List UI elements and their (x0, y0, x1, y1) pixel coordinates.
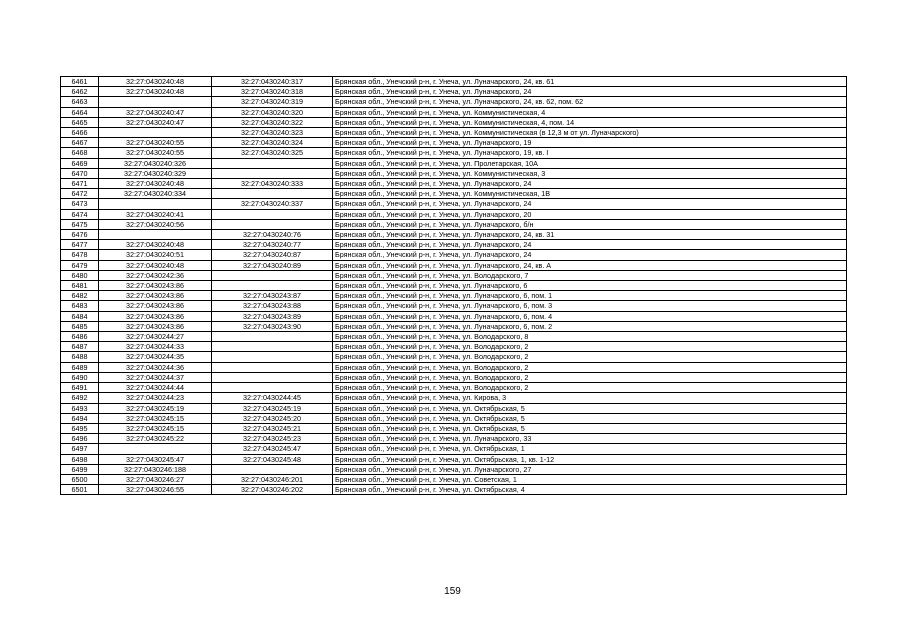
table-row (61, 138, 847, 148)
table-row (61, 87, 847, 97)
cadastral-number-cell: 32:27:0430240:318 (212, 87, 333, 97)
cadastral-number-cell: 32:27:0430246:202 (212, 485, 333, 495)
cadastral-number-cell (212, 372, 333, 382)
row-number-cell: 6473 (61, 199, 99, 209)
address-cell: Брянская обл., Унечский р-н, г. Унеча, ул. Луначарского, 19, кв. I (333, 148, 847, 158)
parent-cadastral-cell: 32:27:0430240:326 (99, 158, 212, 168)
address-cell: Брянская обл., Унечский р-н, г. Унеча, ул. Луначарского, 24 (333, 250, 847, 260)
parent-cadastral-cell (99, 128, 212, 138)
row-number-cell: 6470 (61, 168, 99, 178)
row-number-cell: 6489 (61, 362, 99, 372)
row-number-cell: 6477 (61, 240, 99, 250)
row-number-cell: 6476 (61, 230, 99, 240)
table-row (61, 270, 847, 280)
cadastral-number-cell (212, 362, 333, 372)
cadastral-number-cell: 32:27:0430240:320 (212, 107, 333, 117)
parent-cadastral-cell: 32:27:0430246:188 (99, 464, 212, 474)
table-row (61, 179, 847, 189)
address-cell: Брянская обл., Унечский р-н, г. Унеча, ул. Луначарского, 6, пом. 3 (333, 301, 847, 311)
address-cell: Брянская обл., Унечский р-н, г. Унеча, ул. Луначарского, 19 (333, 138, 847, 148)
row-number-cell: 6481 (61, 281, 99, 291)
row-number-cell: 6497 (61, 444, 99, 454)
parent-cadastral-cell: 32:27:0430244:44 (99, 383, 212, 393)
address-cell: Брянская обл., Унечский р-н, г. Унеча, ул. Октябрьская, 1, кв. 1-12 (333, 454, 847, 464)
page-number: 159 (444, 586, 461, 597)
table-row (61, 413, 847, 423)
address-cell: Брянская обл., Унечский р-н, г. Унеча, ул. Коммунистическая, 4 (333, 107, 847, 117)
address-cell: Брянская обл., Унечский р-н, г. Унеча, ул. Володарского, 7 (333, 270, 847, 280)
cadastral-number-cell (212, 270, 333, 280)
table-row (61, 444, 847, 454)
table-row (61, 321, 847, 331)
table-row (61, 362, 847, 372)
parent-cadastral-cell: 32:27:0430244:36 (99, 362, 212, 372)
parent-cadastral-cell: 32:27:0430240:47 (99, 107, 212, 117)
table-row (61, 342, 847, 352)
row-number-cell: 6498 (61, 454, 99, 464)
address-cell: Брянская обл., Унечский р-н, г. Унеча, ул. Володарского, 8 (333, 332, 847, 342)
cadastral-number-cell: 32:27:0430245:47 (212, 444, 333, 454)
row-number-cell: 6491 (61, 383, 99, 393)
cadastral-number-cell (212, 189, 333, 199)
cadastral-number-cell: 32:27:0430245:19 (212, 403, 333, 413)
table-row (61, 189, 847, 199)
table-row (61, 128, 847, 138)
parent-cadastral-cell: 32:27:0430243:86 (99, 291, 212, 301)
cadastral-number-cell: 32:27:0430240:323 (212, 128, 333, 138)
address-cell: Брянская обл., Унечский р-н, г. Унеча, ул. Володарского, 2 (333, 372, 847, 382)
parent-cadastral-cell: 32:27:0430242:36 (99, 270, 212, 280)
table-row (61, 403, 847, 413)
parent-cadastral-cell (99, 97, 212, 107)
parent-cadastral-cell: 32:27:0430245:15 (99, 423, 212, 433)
address-cell: Брянская обл., Унечский р-н, г. Унеча, ул. Луначарского, 24, кв. 61 (333, 77, 847, 87)
row-number-cell: 6474 (61, 209, 99, 219)
parent-cadastral-cell: 32:27:0430246:55 (99, 485, 212, 495)
row-number-cell: 6461 (61, 77, 99, 87)
address-cell: Брянская обл., Унечский р-н, г. Унеча, ул. Луначарского, 24 (333, 87, 847, 97)
table-row (61, 240, 847, 250)
row-number-cell: 6462 (61, 87, 99, 97)
address-cell: Брянская обл., Унечский р-н, г. Унеча, ул. Луначарского, 24, кв. 62, пом. 62 (333, 97, 847, 107)
cadastral-number-cell (212, 158, 333, 168)
registry-table (60, 76, 847, 495)
address-cell: Брянская обл., Унечский р-н, г. Унеча, ул. Коммунистическая, 4, пом. 14 (333, 117, 847, 127)
cadastral-number-cell: 32:27:0430240:87 (212, 250, 333, 260)
row-number-cell: 6501 (61, 485, 99, 495)
table-row (61, 168, 847, 178)
cadastral-number-cell (212, 352, 333, 362)
parent-cadastral-cell: 32:27:0430240:51 (99, 250, 212, 260)
row-number-cell: 6478 (61, 250, 99, 260)
address-cell: Брянская обл., Унечский р-н, г. Унеча, ул. Октябрьская, 5 (333, 403, 847, 413)
parent-cadastral-cell: 32:27:0430244:33 (99, 342, 212, 352)
cadastral-number-cell: 32:27:0430240:333 (212, 179, 333, 189)
table-row (61, 311, 847, 321)
row-number-cell: 6463 (61, 97, 99, 107)
cadastral-number-cell: 32:27:0430240:317 (212, 77, 333, 87)
address-cell: Брянская обл., Унечский р-н, г. Унеча, ул. Коммунистическая (в 12,3 м от ул. Луначарского) (333, 128, 847, 138)
row-number-cell: 6496 (61, 434, 99, 444)
parent-cadastral-cell: 32:27:0430240:47 (99, 117, 212, 127)
row-number-cell: 6492 (61, 393, 99, 403)
cadastral-number-cell: 32:27:0430245:21 (212, 423, 333, 433)
row-number-cell: 6487 (61, 342, 99, 352)
row-number-cell: 6468 (61, 148, 99, 158)
parent-cadastral-cell: 32:27:0430243:86 (99, 321, 212, 331)
row-number-cell: 6485 (61, 321, 99, 331)
address-cell: Брянская обл., Унечский р-н, г. Унеча, ул. Володарского, 2 (333, 352, 847, 362)
registry-table-body (61, 77, 847, 495)
row-number-cell: 6465 (61, 117, 99, 127)
address-cell: Брянская обл., Унечский р-н, г. Унеча, ул. Луначарского, 6, пом. 4 (333, 311, 847, 321)
row-number-cell: 6471 (61, 179, 99, 189)
row-number-cell: 6472 (61, 189, 99, 199)
cadastral-number-cell (212, 383, 333, 393)
parent-cadastral-cell: 32:27:0430246:27 (99, 474, 212, 484)
cadastral-number-cell: 32:27:0430240:322 (212, 117, 333, 127)
cadastral-number-cell: 32:27:0430243:89 (212, 311, 333, 321)
table-row (61, 464, 847, 474)
address-cell: Брянская обл., Унечский р-н, г. Унеча, ул. Октябрьская, 4 (333, 485, 847, 495)
row-number-cell: 6500 (61, 474, 99, 484)
cadastral-number-cell: 32:27:0430240:324 (212, 138, 333, 148)
table-row (61, 383, 847, 393)
parent-cadastral-cell: 32:27:0430240:41 (99, 209, 212, 219)
cadastral-number-cell: 32:27:0430245:48 (212, 454, 333, 464)
address-cell: Брянская обл., Унечский р-н, г. Унеча, ул. Пролетарская, 10А (333, 158, 847, 168)
table-row (61, 332, 847, 342)
table-row (61, 434, 847, 444)
address-cell: Брянская обл., Унечский р-н, г. Унеча, ул. Луначарского, 24, кв. А (333, 260, 847, 270)
address-cell: Брянская обл., Унечский р-н, г. Унеча, ул. Луначарского, 24, кв. 31 (333, 230, 847, 240)
row-number-cell: 6467 (61, 138, 99, 148)
parent-cadastral-cell (99, 199, 212, 209)
parent-cadastral-cell: 32:27:0430243:86 (99, 311, 212, 321)
parent-cadastral-cell: 32:27:0430240:56 (99, 219, 212, 229)
table-row (61, 352, 847, 362)
parent-cadastral-cell: 32:27:0430240:48 (99, 77, 212, 87)
row-number-cell: 6469 (61, 158, 99, 168)
row-number-cell: 6486 (61, 332, 99, 342)
address-cell: Брянская обл., Унечский р-н, г. Унеча, ул. Луначарского, 6 (333, 281, 847, 291)
table-row (61, 148, 847, 158)
cadastral-number-cell: 32:27:0430244:45 (212, 393, 333, 403)
cadastral-number-cell: 32:27:0430243:87 (212, 291, 333, 301)
row-number-cell: 6490 (61, 372, 99, 382)
table-row (61, 199, 847, 209)
table-row (61, 107, 847, 117)
cadastral-number-cell: 32:27:0430240:325 (212, 148, 333, 158)
row-number-cell: 6493 (61, 403, 99, 413)
address-cell: Брянская обл., Унечский р-н, г. Унеча, ул. Луначарского, 6, пом. 1 (333, 291, 847, 301)
address-cell: Брянская обл., Унечский р-н, г. Унеча, ул. Октябрьская, 1 (333, 444, 847, 454)
parent-cadastral-cell (99, 444, 212, 454)
cadastral-number-cell (212, 342, 333, 352)
parent-cadastral-cell: 32:27:0430240:55 (99, 148, 212, 158)
parent-cadastral-cell: 32:27:0430243:86 (99, 281, 212, 291)
address-cell: Брянская обл., Унечский р-н, г. Унеча, ул. Володарского, 2 (333, 362, 847, 372)
parent-cadastral-cell: 32:27:0430245:47 (99, 454, 212, 464)
table-row (61, 77, 847, 87)
row-number-cell: 6494 (61, 413, 99, 423)
parent-cadastral-cell: 32:27:0430240:329 (99, 168, 212, 178)
table-row (61, 291, 847, 301)
row-number-cell: 6480 (61, 270, 99, 280)
table-row (61, 393, 847, 403)
parent-cadastral-cell: 32:27:0430245:15 (99, 413, 212, 423)
cadastral-number-cell (212, 281, 333, 291)
table-row (61, 474, 847, 484)
parent-cadastral-cell: 32:27:0430244:27 (99, 332, 212, 342)
row-number-cell: 6482 (61, 291, 99, 301)
cadastral-number-cell: 32:27:0430243:90 (212, 321, 333, 331)
table-row (61, 301, 847, 311)
address-cell: Брянская обл., Унечский р-н, г. Унеча, ул. Кирова, 3 (333, 393, 847, 403)
address-cell: Брянская обл., Унечский р-н, г. Унеча, ул. Луначарского, 33 (333, 434, 847, 444)
parent-cadastral-cell: 32:27:0430240:48 (99, 179, 212, 189)
table-row (61, 230, 847, 240)
row-number-cell: 6475 (61, 219, 99, 229)
parent-cadastral-cell: 32:27:0430240:48 (99, 240, 212, 250)
cadastral-number-cell (212, 168, 333, 178)
address-cell: Брянская обл., Унечский р-н, г. Унеча, ул. Луначарского, 24 (333, 199, 847, 209)
cadastral-number-cell: 32:27:0430240:319 (212, 97, 333, 107)
cadastral-number-cell: 32:27:0430240:337 (212, 199, 333, 209)
address-cell: Брянская обл., Унечский р-н, г. Унеча, ул. Володарского, 2 (333, 383, 847, 393)
table-row (61, 260, 847, 270)
cadastral-number-cell (212, 464, 333, 474)
address-cell: Брянская обл., Унечский р-н, г. Унеча, ул. Октябрьская, 5 (333, 413, 847, 423)
address-cell: Брянская обл., Унечский р-н, г. Унеча, ул. Луначарского, 24 (333, 179, 847, 189)
cadastral-number-cell (212, 209, 333, 219)
table-row (61, 281, 847, 291)
parent-cadastral-cell: 32:27:0430240:48 (99, 87, 212, 97)
table-row (61, 250, 847, 260)
parent-cadastral-cell: 32:27:0430240:55 (99, 138, 212, 148)
table-row (61, 372, 847, 382)
parent-cadastral-cell: 32:27:0430244:35 (99, 352, 212, 362)
table-row (61, 219, 847, 229)
address-cell: Брянская обл., Унечский р-н, г. Унеча, ул. Советская, 1 (333, 474, 847, 484)
parent-cadastral-cell: 32:27:0430244:37 (99, 372, 212, 382)
address-cell: Брянская обл., Унечский р-н, г. Унеча, ул. Коммунистическая, 1В (333, 189, 847, 199)
cadastral-number-cell: 32:27:0430240:76 (212, 230, 333, 240)
table-row (61, 97, 847, 107)
row-number-cell: 6479 (61, 260, 99, 270)
parent-cadastral-cell: 32:27:0430245:22 (99, 434, 212, 444)
cadastral-number-cell: 32:27:0430240:77 (212, 240, 333, 250)
cadastral-number-cell: 32:27:0430245:23 (212, 434, 333, 444)
parent-cadastral-cell: 32:27:0430245:19 (99, 403, 212, 413)
cadastral-number-cell (212, 332, 333, 342)
address-cell: Брянская обл., Унечский р-н, г. Унеча, ул. Луначарского, б/н (333, 219, 847, 229)
parent-cadastral-cell (99, 230, 212, 240)
cadastral-number-cell: 32:27:0430245:20 (212, 413, 333, 423)
row-number-cell: 6483 (61, 301, 99, 311)
parent-cadastral-cell: 32:27:0430240:334 (99, 189, 212, 199)
address-cell: Брянская обл., Унечский р-н, г. Унеча, ул. Луначарского, 6, пом. 2 (333, 321, 847, 331)
row-number-cell: 6495 (61, 423, 99, 433)
parent-cadastral-cell: 32:27:0430244:23 (99, 393, 212, 403)
address-cell: Брянская обл., Унечский р-н, г. Унеча, ул. Володарского, 2 (333, 342, 847, 352)
address-cell: Брянская обл., Унечский р-н, г. Унеча, ул. Октябрьская, 5 (333, 423, 847, 433)
cadastral-number-cell: 32:27:0430246:201 (212, 474, 333, 484)
cadastral-number-cell: 32:27:0430243:88 (212, 301, 333, 311)
row-number-cell: 6484 (61, 311, 99, 321)
address-cell: Брянская обл., Унечский р-н, г. Унеча, ул. Луначарского, 20 (333, 209, 847, 219)
table-row (61, 117, 847, 127)
table-row (61, 485, 847, 495)
row-number-cell: 6499 (61, 464, 99, 474)
address-cell: Брянская обл., Унечский р-н, г. Унеча, ул. Коммунистическая, 3 (333, 168, 847, 178)
cadastral-number-cell (212, 219, 333, 229)
cadastral-number-cell: 32:27:0430240:89 (212, 260, 333, 270)
table-row (61, 158, 847, 168)
parent-cadastral-cell: 32:27:0430243:86 (99, 301, 212, 311)
table-row (61, 209, 847, 219)
parent-cadastral-cell: 32:27:0430240:48 (99, 260, 212, 270)
address-cell: Брянская обл., Унечский р-н, г. Унеча, ул. Луначарского, 27 (333, 464, 847, 474)
row-number-cell: 6488 (61, 352, 99, 362)
table-row (61, 423, 847, 433)
row-number-cell: 6464 (61, 107, 99, 117)
row-number-cell: 6466 (61, 128, 99, 138)
address-cell: Брянская обл., Унечский р-н, г. Унеча, ул. Луначарского, 24 (333, 240, 847, 250)
table-row (61, 454, 847, 464)
